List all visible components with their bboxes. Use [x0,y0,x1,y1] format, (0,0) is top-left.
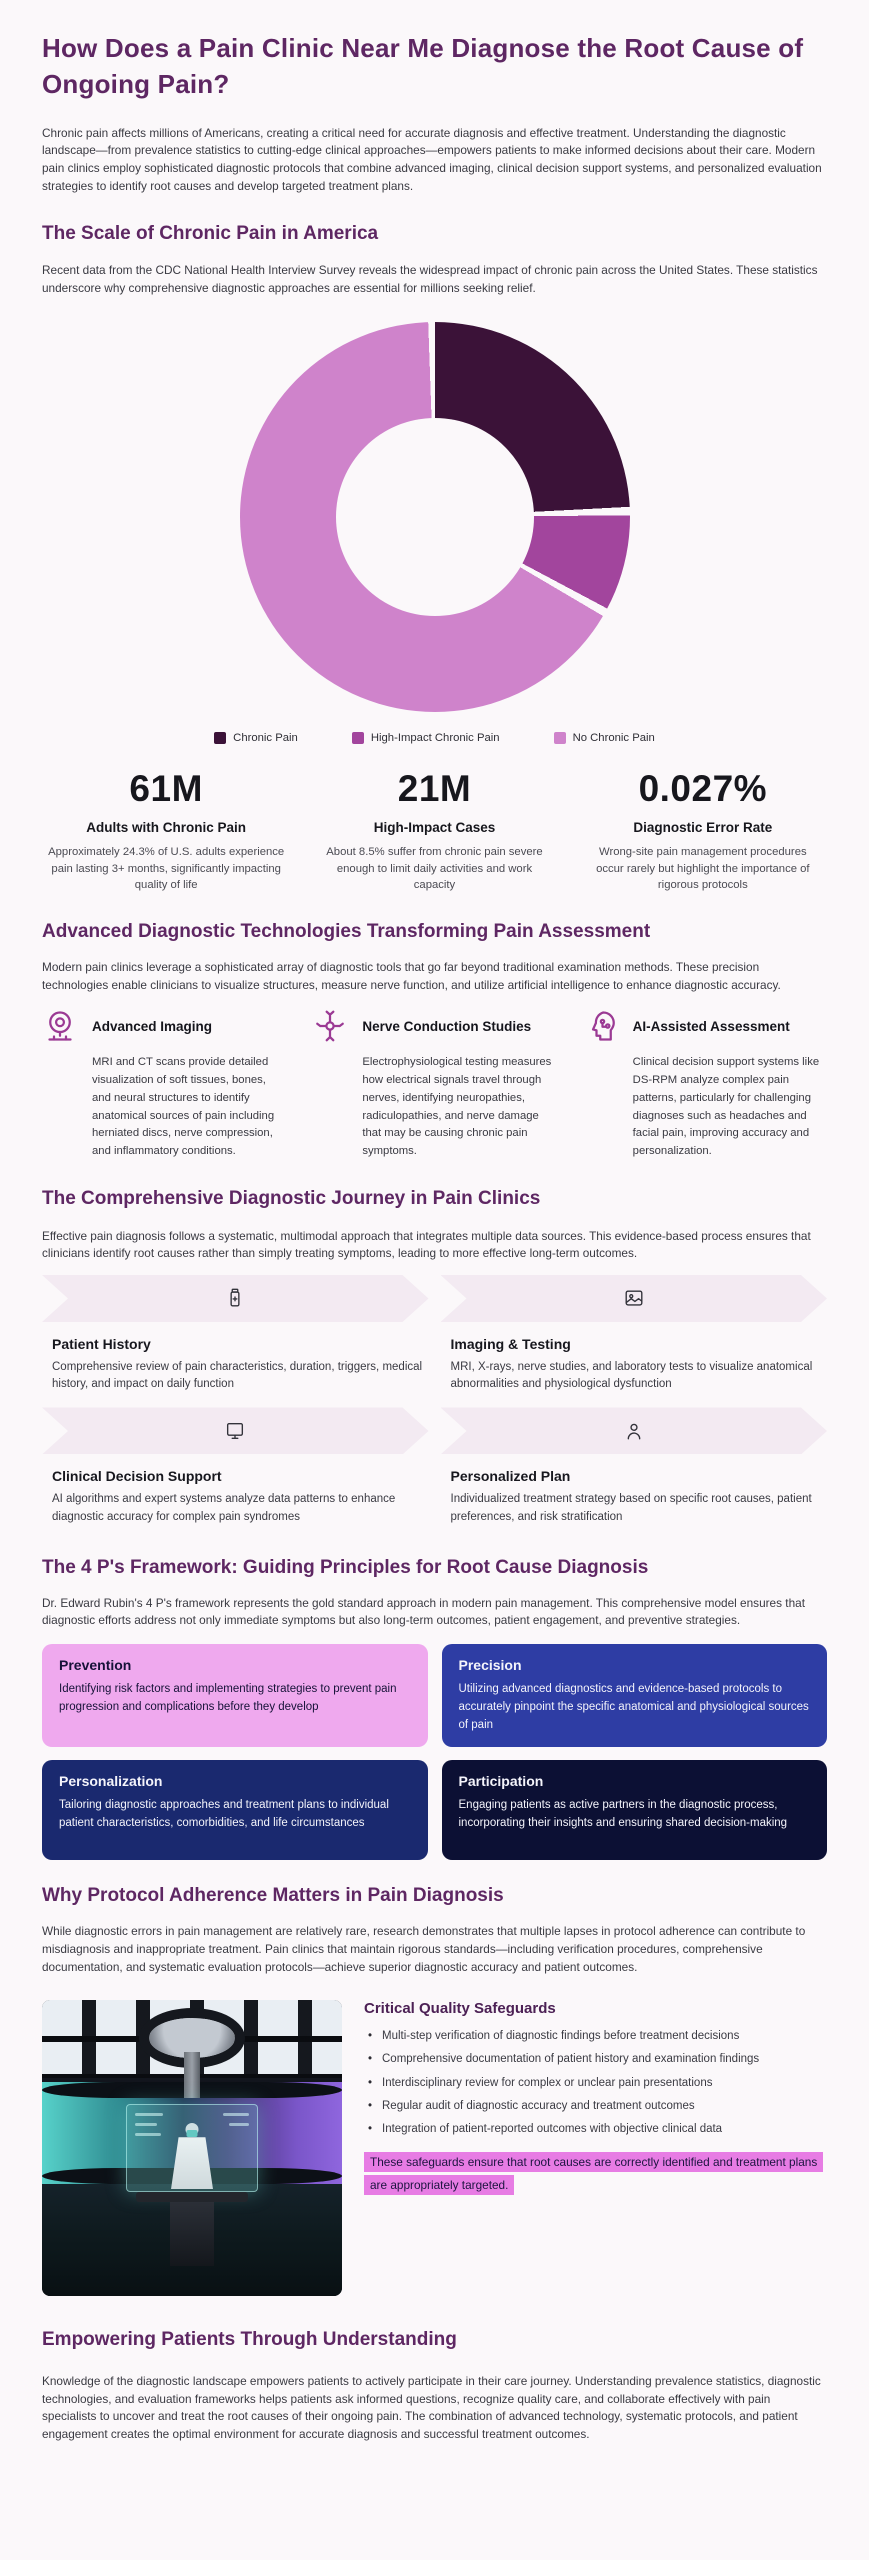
safeguard-bullet: • Multi-step verification of diagnostic findings before treatment decisions [364,2028,827,2045]
step-description: Individualized treatment strategy based on specific root causes, patient preferences, and risk stratification [450,1493,812,1523]
legend-label: High-Impact Chronic Pain [370,731,500,744]
technology-cards [42,1008,827,1160]
closing-heading: Empowering Patients Through Understanding [42,2329,457,2351]
safeguard-bullet: • Interdisciplinary review for complex or unclear pain presentations [364,2075,827,2092]
clinic-room-image [42,2000,342,2296]
hologram-screen [126,2104,258,2192]
journey-step-personalized-plan [441,1407,828,1526]
neuron-icon [312,1008,348,1044]
journey-step-imaging-testing [441,1275,828,1394]
scale-intro: Recent data from the CDC National Health Interview Survey reveals the widespread impact of chronic pain across the United States. These statistics underscore why comprehensive diagnostic approaches are essential for millions seeking relief. [42,263,818,295]
ai-head-icon [583,1008,619,1044]
safeguards-list [364,2028,827,2138]
safeguard-bullet: • Regular audit of diagnostic accuracy and treatment outcomes [364,2098,827,2115]
pedestal [170,2202,214,2266]
diagnostic-journey-steps [42,1275,827,1526]
tech-heading: Advanced Diagnostic Technologies Transforming Pain Assessment [42,921,651,943]
step-banner [441,1407,828,1454]
chronic-pain-donut-chart [42,322,827,712]
tech-card-description: MRI and CT scans provide detailed visualization of soft tissues, bones, and neural structures to identify anatomical sources of pain including herniated discs, nerve compression, and inflammatory conditions. [92,1056,275,1158]
framework-card-description: Utilizing advanced diagnostics and evidence-based protocols to accurately pinpoint the specific anatomical and physiological sources of pain [458,1683,809,1731]
step-title: Clinical Decision Support [52,1468,222,1485]
scale-heading: The Scale of Chronic Pain in America [42,222,379,244]
journey-intro: Effective pain diagnosis follows a systematic, multimodal approach that integrates multiple data sources. This evidence-based process ensures that clinicians identify root causes rather than simply treating symptoms, leading to more effective long-term outcomes. [42,1228,811,1261]
legend-swatch-none [554,732,566,744]
tech-card-description: Clinical decision support systems like DS-RPM analyze complex pain patterns, particularly for challenging diagnoses such as headaches and facial pain, improving accuracy and personalization. [632,1056,820,1158]
step-banner [42,1407,429,1454]
step-title: Personalized Plan [450,1468,571,1485]
journey-step-clinical-decision-support [42,1407,429,1526]
framework-intro: Dr. Edward Rubin's 4 P's framework represents the gold standard approach in modern pain management. This comprehensive model ensures that diagnostic efforts address not only immediate symptoms but also long-term outcomes, patient engagement, and preventive strategies. [42,1595,805,1628]
legend-item [214,732,298,744]
stat-value: 0.027% [638,767,768,809]
journey-step-patient-history [42,1275,429,1394]
framework-card-title: Precision [458,1657,522,1673]
stat-description: About 8.5% suffer from chronic pain severe enough to limit daily activities and work capacity [326,845,543,892]
ct-scanner-icon [42,1008,78,1044]
stat-label: Diagnostic Error Rate [633,819,773,835]
safeguard-bullet: • Comprehensive documentation of patient history and examination findings [364,2051,827,2068]
legend-label: Chronic Pain [233,731,298,744]
stat-label: High-Impact Cases [373,819,496,835]
image-icon [623,1287,645,1309]
tech-card-title: AI-Assisted Assessment [632,1018,790,1034]
framework-card-precision [442,1644,828,1747]
framework-card-title: Participation [458,1773,544,1790]
legend-swatch-high-impact [352,732,364,744]
tech-intro: Modern pain clinics leverage a sophisticated array of diagnostic tools that go far beyond traditional examination methods. These precision technologies enable clinicians to visualize structures, measure nerve function, and utilize artificial intelligence to enhance diagnostic accuracy. [42,960,781,992]
tech-card-advanced-imaging [42,1008,286,1160]
donut-chart [240,322,630,712]
stat-label: Adults with Chronic Pain [86,819,247,835]
stats-row [42,768,827,895]
safeguards-panel [364,2000,827,2296]
step-description: MRI, X-rays, nerve studies, and laboratory tests to visualize anatomical abnormalities and physiological dysfunction [450,1360,813,1391]
stat-high-impact [310,768,558,895]
step-banner [42,1275,429,1322]
safeguard-bullet: • Integration of patient-reported outcomes with objective clinical data [364,2121,827,2138]
framework-card-description: Identifying risk factors and implementing strategies to prevent pain progression and complications before they develop [59,1683,397,1713]
framework-card-prevention [42,1644,428,1747]
framework-card-title: Personalization [59,1773,163,1790]
chart-legend [42,732,827,744]
stat-chronic-adults [42,768,290,895]
protocol-intro: While diagnostic errors in pain management are relatively rare, research demonstrates that multiple lapses in protocol adherence can contribute to misdiagnosis and inappropriate treatment. Pain clinics that maintain rigorous standards—including verification procedures, comprehensive documentation, and systematic evaluation protocols—achieve superior diagnostic accuracy and patient outcomes. [42,1924,806,1974]
legend-item [352,732,500,744]
protocol-heading: Why Protocol Adherence Matters in Pain Diagnosis [42,1885,504,1907]
monitor-icon [224,1420,246,1442]
stat-error-rate [579,768,827,895]
closing-body: Knowledge of the diagnostic landscape empowers patients to actively participate in their care journey. Understanding prevalence statistics, diagnostic technologies, and evaluation frameworks helps patients ask informed questions, recognize quality care, and collaborate effectively with pain specialists to uncover and treat the root causes of their ongoing pain. The combination of advanced technology, systematic protocols, and patient engagement creates the optimal environment for accurate diagnosis and successful treatment outcomes. [42,2373,821,2441]
stat-description: Wrong-site pain management procedures occur rarely but highlight the importance of rigorous protocols [596,845,810,892]
step-description: AI algorithms and expert systems analyze data patterns to enhance diagnostic accuracy for complex pain syndromes [52,1493,396,1523]
stat-value: 21M [397,767,472,809]
legend-label: No Chronic Pain [572,731,655,744]
step-title: Imaging & Testing [450,1335,571,1352]
holographic-doctor [171,2137,213,2189]
page-intro: Chronic pain affects millions of Americans, creating a critical need for accurate diagnosis and effective treatment. Understanding the diagnostic landscape—from prevalence statistics to cutting-edge clinical approaches—empowers patients to make informed decisions about their care. Modern pain clinics employ sophisticated diagnostic protocols that combine advanced imaging, clinical decision support systems, and personalized evaluation strategies to identify root causes and develop targeted treatment plans. [42,125,822,193]
protocol-section-body [42,2000,827,2296]
person-icon [623,1420,645,1442]
legend-swatch-chronic [214,732,226,744]
step-description: Comprehensive review of pain characteristics, duration, triggers, medical history, and impact on daily function [52,1360,423,1391]
safeguards-heading: Critical Quality Safeguards [364,2000,556,2018]
four-ps-cards [42,1644,827,1860]
journey-heading: The Comprehensive Diagnostic Journey in Pain Clinics [42,1187,541,1209]
step-title: Patient History [52,1335,151,1352]
tech-card-ai-assessment [583,1008,827,1160]
framework-card-description: Tailoring diagnostic approaches and treatment plans to individual patient characteristics, comorbidities, and life circumstances [59,1799,389,1830]
stat-description: Approximately 24.3% of U.S. adults experience pain lasting 3+ months, significantly impacting quality of life [48,845,285,892]
framework-card-description: Engaging patients as active partners in the diagnostic process, incorporating their insights and ensuring shared decision-making [458,1799,788,1830]
pill-bottle-icon [224,1287,246,1309]
stat-value: 61M [129,767,203,809]
highlight-note: These safeguards ensure that root causes are correctly identified and treatment plans are appropriately targeted. [364,2152,823,2195]
step-banner [441,1275,828,1322]
tech-card-description: Electrophysiological testing measures how electrical signals travel through nerves, identifying neuropathies, radiculopathies, and nerve damage that may be causing chronic pain symptoms. [362,1056,552,1158]
page-title: How Does a Pain Clinic Near Me Diagnose the Root Cause of Ongoing Pain? [42,33,804,100]
framework-card-title: Prevention [59,1657,132,1673]
tech-card-title: Advanced Imaging [92,1018,213,1034]
framework-card-participation [442,1760,828,1860]
tech-card-nerve-conduction [312,1008,556,1160]
legend-item [554,732,655,744]
tech-card-title: Nerve Conduction Studies [362,1018,532,1034]
framework-card-personalization [42,1760,428,1860]
framework-heading: The 4 P's Framework: Guiding Principles for Root Cause Diagnosis [42,1556,649,1578]
